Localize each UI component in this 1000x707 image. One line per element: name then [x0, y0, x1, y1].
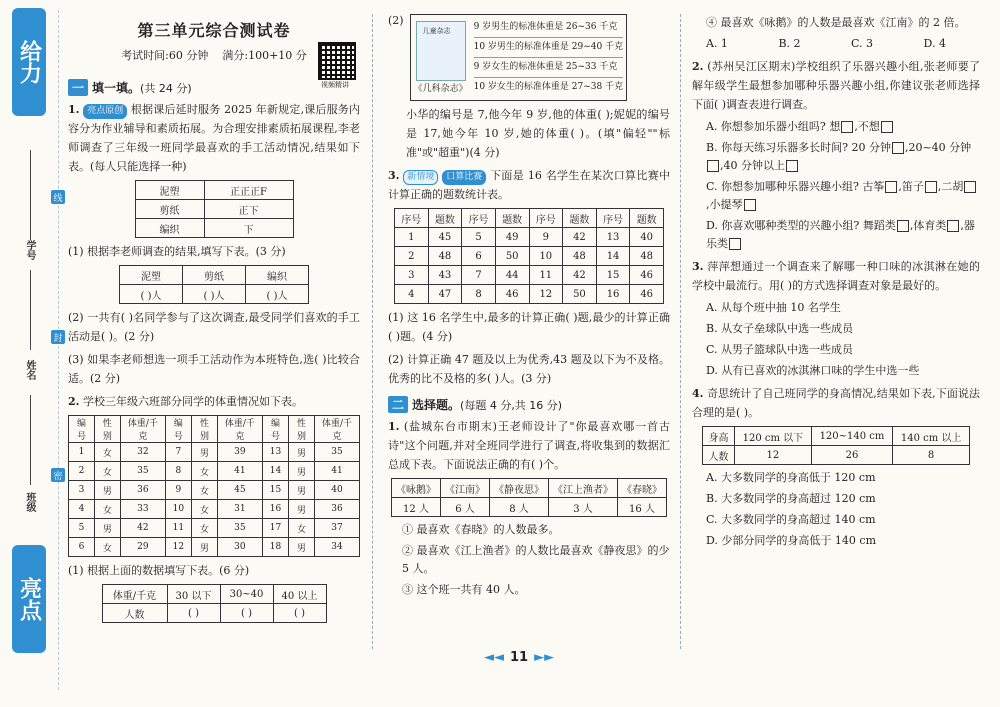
- table-row: [135, 219, 293, 238]
- answer-cell[interactable]: ( )人: [246, 285, 309, 304]
- page-number-value: 11: [510, 650, 529, 665]
- q3-num: 3.: [388, 169, 400, 182]
- table-cell: 45: [428, 228, 462, 247]
- table-cell: 42: [120, 519, 165, 538]
- qr-block[interactable]: [313, 42, 357, 90]
- table-row: [69, 519, 360, 538]
- table-header: 性别: [289, 416, 315, 443]
- mc2-stem: [692, 57, 980, 114]
- table-header: 体重/千克: [102, 585, 167, 604]
- table-header: 《春晓》: [618, 479, 667, 498]
- table-header: 40 以上: [273, 585, 326, 604]
- table-header: 性别: [94, 416, 120, 443]
- label-student-id: 学号: [24, 240, 35, 260]
- mc4-text: 奇思统计了自己班同学的身高情况,结果如下表,下面说法合理的是( )。: [692, 387, 980, 419]
- table-row: [395, 247, 664, 266]
- mc1-options: [706, 35, 946, 53]
- table-cell: 3: [395, 266, 429, 285]
- table-cell: 48: [630, 247, 664, 266]
- cut-line: [58, 10, 59, 690]
- table-header: 序号: [596, 209, 630, 228]
- binding-strip: [0, 0, 63, 707]
- answer-cell[interactable]: ( ): [167, 604, 220, 623]
- answer-cell[interactable]: ( )人: [183, 285, 246, 304]
- column-1: [68, 14, 360, 627]
- table-header: 体重/千克: [120, 416, 165, 443]
- table-cell: 36: [120, 481, 165, 500]
- cut-mark-feng: 封: [51, 330, 65, 344]
- table-header: 编号: [165, 416, 191, 443]
- table-cell: 女: [94, 538, 120, 557]
- table-header: 《静夜思》: [490, 479, 549, 498]
- label-class: 班级: [24, 492, 35, 512]
- table-cell: 48: [563, 247, 597, 266]
- table-header: 编织: [246, 266, 309, 285]
- table-header: 剪纸: [183, 266, 246, 285]
- table-cell: 男: [94, 481, 120, 500]
- table-cell: 46: [495, 285, 529, 304]
- q1-num: 1.: [68, 103, 80, 116]
- mc3-option-d[interactable]: D. 从有已喜欢的冰淇淋口味的学生中选一些: [706, 364, 920, 377]
- table-cell: 45: [217, 481, 262, 500]
- name-line: [30, 270, 32, 350]
- mc3-option-c[interactable]: C. 从男子篮球队中选一些成员: [706, 343, 854, 356]
- tally-cell: 下: [204, 219, 293, 238]
- q2-p1: (1) 根据上面的数据填写下表。(6 分): [68, 564, 250, 577]
- table-cell: 3 人: [549, 498, 618, 517]
- brand-text-bottom: 亮点: [16, 577, 42, 621]
- table-cell: 1: [395, 228, 429, 247]
- table-cell: 31: [217, 500, 262, 519]
- table-cell: 32: [120, 443, 165, 462]
- table-cell: 2: [395, 247, 429, 266]
- table-cell: 50: [495, 247, 529, 266]
- standard-line: 9 岁男生的标准体重是 26~36 千克: [474, 18, 623, 38]
- q3-score-table: [394, 208, 664, 304]
- table-cell: 女: [289, 519, 315, 538]
- table-cell: 15: [262, 481, 288, 500]
- q2-p2-text: 小华的编号是 7,他今年 9 岁,他的体重( );妮妮的编号是 17,她今年 10 岁,她的体重( )。(填"偏轻""标准"或"超重")(4 分): [406, 108, 670, 159]
- table-cell: 男: [94, 519, 120, 538]
- table-row: [102, 604, 326, 623]
- table-row: [69, 481, 360, 500]
- table-cell: 男: [289, 538, 315, 557]
- table-cell: 6: [462, 247, 496, 266]
- table-row: [69, 538, 360, 557]
- next-page-icon[interactable]: ►►: [534, 650, 555, 665]
- mc1-option-a[interactable]: A. 1: [706, 37, 728, 50]
- tally-cell: 编织: [135, 219, 204, 238]
- option-text: ,40 分钟以上: [720, 159, 785, 172]
- class-line: [30, 395, 32, 485]
- qr-caption: 视频精讲: [321, 81, 349, 89]
- page-number: [484, 650, 554, 665]
- q2-fill-table: [102, 584, 327, 623]
- mc2-option-a[interactable]: [706, 118, 980, 136]
- option-text: D. 你喜欢哪种类型的兴趣小组? 舞蹈类: [706, 219, 896, 232]
- table-cell: 16: [596, 285, 630, 304]
- page-title: 第三单元综合测试卷: [137, 21, 291, 40]
- table-cell: 9: [165, 481, 191, 500]
- table-cell: 50: [563, 285, 597, 304]
- table-header: 序号: [529, 209, 563, 228]
- q2-stem: [68, 392, 360, 411]
- table-cell: 女: [192, 519, 218, 538]
- q2-p2-label: (2): [388, 14, 404, 27]
- table-cell: 人数: [102, 604, 167, 623]
- checkbox[interactable]: [744, 199, 756, 211]
- q1-p2: (2) 一共有( )名同学参与了这次调查,最受同学们喜欢的手工活动是( )。(2 分): [68, 311, 360, 343]
- table-cell: 8: [462, 285, 496, 304]
- answer-cell[interactable]: ( )人: [120, 285, 183, 304]
- q1-stem: [68, 100, 360, 176]
- table-cell: 47: [428, 285, 462, 304]
- book-cover-title: 儿童杂志: [422, 27, 451, 35]
- table-cell: 女: [192, 481, 218, 500]
- answer-cell[interactable]: ( ): [220, 604, 273, 623]
- table-cell: 14: [262, 462, 288, 481]
- table-cell: 12: [735, 446, 812, 465]
- table-cell: 7: [462, 266, 496, 285]
- mc1-statement-1: ① 最喜欢《春晓》的人数最多。: [402, 523, 560, 536]
- table-cell: 36: [315, 500, 360, 519]
- table-cell: 49: [495, 228, 529, 247]
- brand-tab-top: [12, 8, 46, 116]
- table-row: [69, 462, 360, 481]
- table-row: [395, 266, 664, 285]
- q3-tag2: 口算比赛: [442, 170, 486, 185]
- mc1-statement-4: ④ 最喜欢《咏鹅》的人数是最喜欢《江南》的 2 倍。: [706, 16, 966, 29]
- section-1-num: 一: [68, 79, 88, 96]
- table-cell: 44: [495, 266, 529, 285]
- table-cell: 42: [563, 228, 597, 247]
- mc1-stem: [388, 417, 670, 474]
- full-score: 满分:100+10 分: [222, 49, 307, 62]
- table-cell: 35: [217, 519, 262, 538]
- table-header: 编号: [262, 416, 288, 443]
- column-2: [388, 14, 670, 602]
- table-cell: 8: [893, 446, 970, 465]
- table-cell: 5: [69, 519, 95, 538]
- mc3-num: 3.: [692, 260, 704, 273]
- table-cell: 女: [94, 462, 120, 481]
- table-cell: 18: [262, 538, 288, 557]
- table-header: 泥塑: [120, 266, 183, 285]
- id-line: [30, 150, 32, 240]
- table-cell: 16: [262, 500, 288, 519]
- table-cell: 10: [529, 247, 563, 266]
- table-cell: 42: [563, 266, 597, 285]
- table-header: 《江上渔者》: [549, 479, 618, 498]
- section-2-points: (每题 4 分,共 16 分): [460, 399, 563, 412]
- table-cell: 17: [262, 519, 288, 538]
- mc1-option-b[interactable]: B. 2: [778, 37, 801, 50]
- q2-text: 学校三年级六班部分同学的体重情况如下表。: [82, 395, 303, 408]
- table-cell: 30: [217, 538, 262, 557]
- exam-time: 考试时间:60 分钟: [121, 49, 209, 62]
- table-cell: 3: [69, 481, 95, 500]
- table-row: [102, 585, 326, 604]
- table-cell: 14: [596, 247, 630, 266]
- table-header: 体重/千克: [217, 416, 262, 443]
- q1-p3: (3) 如果李老师想选一项手工活动作为本班特色,选( )比较合适。(2 分): [68, 353, 360, 385]
- table-header: 题数: [495, 209, 529, 228]
- table-cell: 女: [192, 462, 218, 481]
- table-cell: 34: [315, 538, 360, 557]
- table-cell: 12 人: [392, 498, 441, 517]
- q3-p2: (2) 计算正确 47 题及以上为优秀,43 题及以下为不及格。优秀的比不及格的多( )人。(3 分): [388, 353, 670, 385]
- prev-page-icon[interactable]: ◄◄: [484, 650, 504, 665]
- mc1-option-c[interactable]: C. 3: [851, 37, 874, 50]
- table-row: [703, 427, 970, 446]
- table-header: 题数: [428, 209, 462, 228]
- table-cell: 16 人: [618, 498, 667, 517]
- table-row: [135, 200, 293, 219]
- q1-tally-table: [135, 180, 294, 238]
- table-row: [69, 443, 360, 462]
- option-text: C. 你想参加哪种乐器兴趣小组? 古筝: [706, 180, 885, 193]
- magazine-title: 《几科杂志》: [413, 84, 468, 94]
- answer-cell[interactable]: ( ): [273, 604, 326, 623]
- q1-tag: 亮点原创: [83, 104, 127, 119]
- table-header: 《江南》: [441, 479, 490, 498]
- mc3-text: 萍萍想通过一个调查来了解哪一种口味的冰淇淋在她的学校中最流行。用( )的方式选择调查对象是最好的。: [692, 260, 980, 292]
- table-cell: 男: [289, 500, 315, 519]
- table-cell: 10: [165, 500, 191, 519]
- table-cell: 43: [428, 266, 462, 285]
- mc2-option-b[interactable]: [706, 139, 980, 175]
- magazine: [414, 21, 468, 94]
- standard-weights: [474, 18, 623, 97]
- mc2-text: (苏州吴江区期末)学校组织了乐器兴趣小组,张老师要了解年级学生最想参加哪种乐器兴趣小组,你建议张老师选择下面( )调查表进行调查。: [692, 60, 981, 111]
- mc1-num: 1.: [388, 420, 400, 433]
- table-header: 身高: [703, 427, 735, 446]
- checkbox[interactable]: [892, 142, 904, 154]
- mc2-num: 2.: [692, 60, 704, 73]
- standard-line: 9 岁女生的标准体重是 25~33 千克: [474, 58, 623, 78]
- table-row: [392, 498, 667, 517]
- table-cell: 8 人: [490, 498, 549, 517]
- table-row: [69, 500, 360, 519]
- cut-mark-xian: 线: [51, 190, 65, 204]
- label-name: 姓名: [24, 360, 35, 380]
- table-row: [395, 228, 664, 247]
- mc1-statement-3: ③ 这个班一共有 40 人。: [402, 583, 526, 596]
- table-row: [395, 209, 664, 228]
- table-cell: 男: [192, 443, 218, 462]
- table-header: 题数: [630, 209, 664, 228]
- mc3-option-a[interactable]: A. 从每个班中抽 10 名学生: [706, 301, 841, 314]
- table-row: [392, 479, 667, 498]
- standard-line: 10 岁女生的标准体重是 27~38 千克: [473, 82, 624, 92]
- table-cell: 6: [69, 538, 95, 557]
- table-cell: 29: [120, 538, 165, 557]
- table-row: [395, 285, 664, 304]
- option-text: A. 你想参加乐器小组吗? 想: [706, 120, 841, 133]
- option-text: ,20~40 分钟: [904, 141, 972, 154]
- column-3: [692, 14, 980, 553]
- table-header: 120 cm 以下: [735, 427, 812, 446]
- q1-text: 根据课后延时服务 2025 年新规定,课后服务内容分为作业辅导和素质拓展。为合理安排素质拓展课程,李老师调查了三年级一班同学最喜欢的手工活动情况,结果如下表。(每人只能选择一种): [68, 103, 361, 173]
- table-row: [69, 416, 360, 443]
- section-1-points: (共 24 分): [140, 82, 192, 95]
- option-text: B. 你每天练习乐器多长时间? 20 分钟: [706, 141, 891, 154]
- mc1-poem-table: [391, 478, 667, 517]
- table-cell: 2: [69, 462, 95, 481]
- table-cell: 女: [94, 500, 120, 519]
- checkbox[interactable]: [881, 121, 893, 133]
- table-cell: 46: [630, 285, 664, 304]
- standard-line: 10 岁男生的标准体重是 29~40 千克: [474, 38, 623, 58]
- mc4-option-c[interactable]: C. 大多数同学的身高超过 140 cm: [706, 513, 876, 526]
- checkbox[interactable]: [729, 238, 741, 250]
- table-cell: 15: [596, 266, 630, 285]
- table-header: 《咏鹅》: [392, 479, 441, 498]
- table-header: 序号: [395, 209, 429, 228]
- table-cell: 41: [315, 462, 360, 481]
- table-header: 编号: [69, 416, 95, 443]
- table-cell: 35: [120, 462, 165, 481]
- table-cell: 11: [165, 519, 191, 538]
- tally-cell: 正正正F: [204, 181, 293, 200]
- mc2-option-c[interactable]: [706, 178, 980, 214]
- table-header: 30~40: [220, 585, 273, 604]
- table-cell: 9: [529, 228, 563, 247]
- table-cell: 男: [289, 462, 315, 481]
- q1-p1: (1) 根据李老师调查的结果,填写下表。(3 分): [68, 245, 286, 258]
- table-row: [135, 181, 293, 200]
- table-cell: 5: [462, 228, 496, 247]
- option-text: ,不想: [854, 120, 880, 133]
- table-cell: 12: [529, 285, 563, 304]
- column-divider-2: [680, 14, 681, 649]
- q2-part2: [388, 14, 670, 101]
- option-text: ,二胡: [937, 180, 964, 193]
- column-divider-1: [372, 14, 373, 649]
- section-2-header: [388, 396, 670, 413]
- table-cell: 男: [289, 481, 315, 500]
- table-cell: 13: [596, 228, 630, 247]
- table-header: 140 cm 以上: [893, 427, 970, 446]
- brand-tab-bottom: [12, 545, 46, 653]
- table-cell: 39: [217, 443, 262, 462]
- table-header: 性别: [192, 416, 218, 443]
- table-cell: 48: [428, 247, 462, 266]
- table-header: 题数: [563, 209, 597, 228]
- table-cell: 8: [165, 462, 191, 481]
- table-cell: 37: [315, 519, 360, 538]
- checkbox[interactable]: [947, 220, 959, 232]
- checkbox[interactable]: [897, 220, 909, 232]
- table-cell: 33: [120, 500, 165, 519]
- checkbox[interactable]: [786, 160, 798, 172]
- mc3-option-b[interactable]: B. 从女子垒球队中选一些成员: [706, 322, 854, 335]
- option-text: ,体育类: [909, 219, 947, 232]
- tally-cell: 正下: [204, 200, 293, 219]
- table-cell: 12: [165, 538, 191, 557]
- table-cell: 男: [192, 538, 218, 557]
- section-2-label: 选择题。: [412, 398, 461, 412]
- table-header: 30 以下: [167, 585, 220, 604]
- table-cell: 1: [69, 443, 95, 462]
- table-cell: 4: [69, 500, 95, 519]
- magazine-box: [410, 14, 628, 101]
- mc4-stem: [692, 384, 980, 422]
- tally-cell: 泥塑: [135, 181, 204, 200]
- cut-mark-mi: 密: [51, 468, 65, 482]
- table-cell: 40: [630, 228, 664, 247]
- checkbox[interactable]: [925, 181, 937, 193]
- q3-text: 下面是 16 名学生在某次口算比赛中计算正确的题数统计表。: [388, 169, 671, 201]
- mc1-option-d[interactable]: D. 4: [923, 37, 946, 50]
- brand-text-top: 给力: [16, 40, 42, 84]
- option-text: ,小提琴: [706, 198, 743, 211]
- table-cell: 7: [165, 443, 191, 462]
- book-icon: [416, 21, 466, 81]
- table-cell: 4: [395, 285, 429, 304]
- mc4-height-table: [702, 426, 970, 465]
- table-header: 体重/千克: [315, 416, 360, 443]
- table-cell: 女: [94, 443, 120, 462]
- table-cell: 35: [315, 443, 360, 462]
- qr-code-icon[interactable]: [318, 42, 356, 80]
- mc4-num: 4.: [692, 387, 704, 400]
- table-row: [703, 446, 970, 465]
- mc2-option-d[interactable]: [706, 217, 980, 253]
- checkbox[interactable]: [707, 160, 719, 172]
- table-cell: 26: [811, 446, 892, 465]
- table-cell: 人数: [703, 446, 735, 465]
- checkbox[interactable]: [964, 181, 976, 193]
- mc4-option-a[interactable]: A. 大多数同学的身高低于 120 cm: [706, 471, 876, 484]
- q2-weight-table: [68, 415, 360, 557]
- table-row: [120, 266, 309, 285]
- table-cell: 41: [217, 462, 262, 481]
- table-row: [120, 285, 309, 304]
- mc4-option-b[interactable]: B. 大多数同学的身高超过 120 cm: [706, 492, 876, 505]
- table-cell: 6 人: [441, 498, 490, 517]
- table-cell: 女: [192, 500, 218, 519]
- option-text: ,器乐类: [706, 219, 975, 250]
- mc4-option-d[interactable]: D. 少部分同学的身高低于 140 cm: [706, 534, 876, 547]
- section-2-num: 二: [388, 396, 408, 413]
- mc1-statement-2: ② 最喜欢《江上渔者》的人数比最喜欢《静夜思》的少 5 人。: [402, 544, 670, 575]
- table-cell: 13: [262, 443, 288, 462]
- table-cell: 40: [315, 481, 360, 500]
- q1-fill-table: [119, 265, 309, 304]
- section-1-label: 填一填。: [92, 81, 141, 95]
- table-cell: 男: [289, 443, 315, 462]
- q2-num: 2.: [68, 395, 80, 408]
- tally-cell: 剪纸: [135, 200, 204, 219]
- table-cell: 11: [529, 266, 563, 285]
- mc1-text: (盐城东台市期末)王老师设计了"你最喜欢哪一首古诗"这个问题,并对全班同学进行了调查,将收集到的数据汇总成下表。下面说法正确的有( )个。: [388, 420, 670, 471]
- table-header: 120~140 cm: [811, 427, 892, 446]
- checkbox[interactable]: [841, 121, 853, 133]
- q3-stem: [388, 166, 670, 204]
- table-cell: 46: [630, 266, 664, 285]
- option-text: ,笛子: [898, 180, 924, 193]
- mc3-stem: [692, 257, 980, 295]
- q3-p1: (1) 这 16 名学生中,最多的计算正确( )题,最少的计算正确( )题。(4 分): [388, 311, 670, 343]
- q3-tag1: 新情境: [403, 170, 438, 185]
- checkbox[interactable]: [885, 181, 897, 193]
- table-header: 序号: [462, 209, 496, 228]
